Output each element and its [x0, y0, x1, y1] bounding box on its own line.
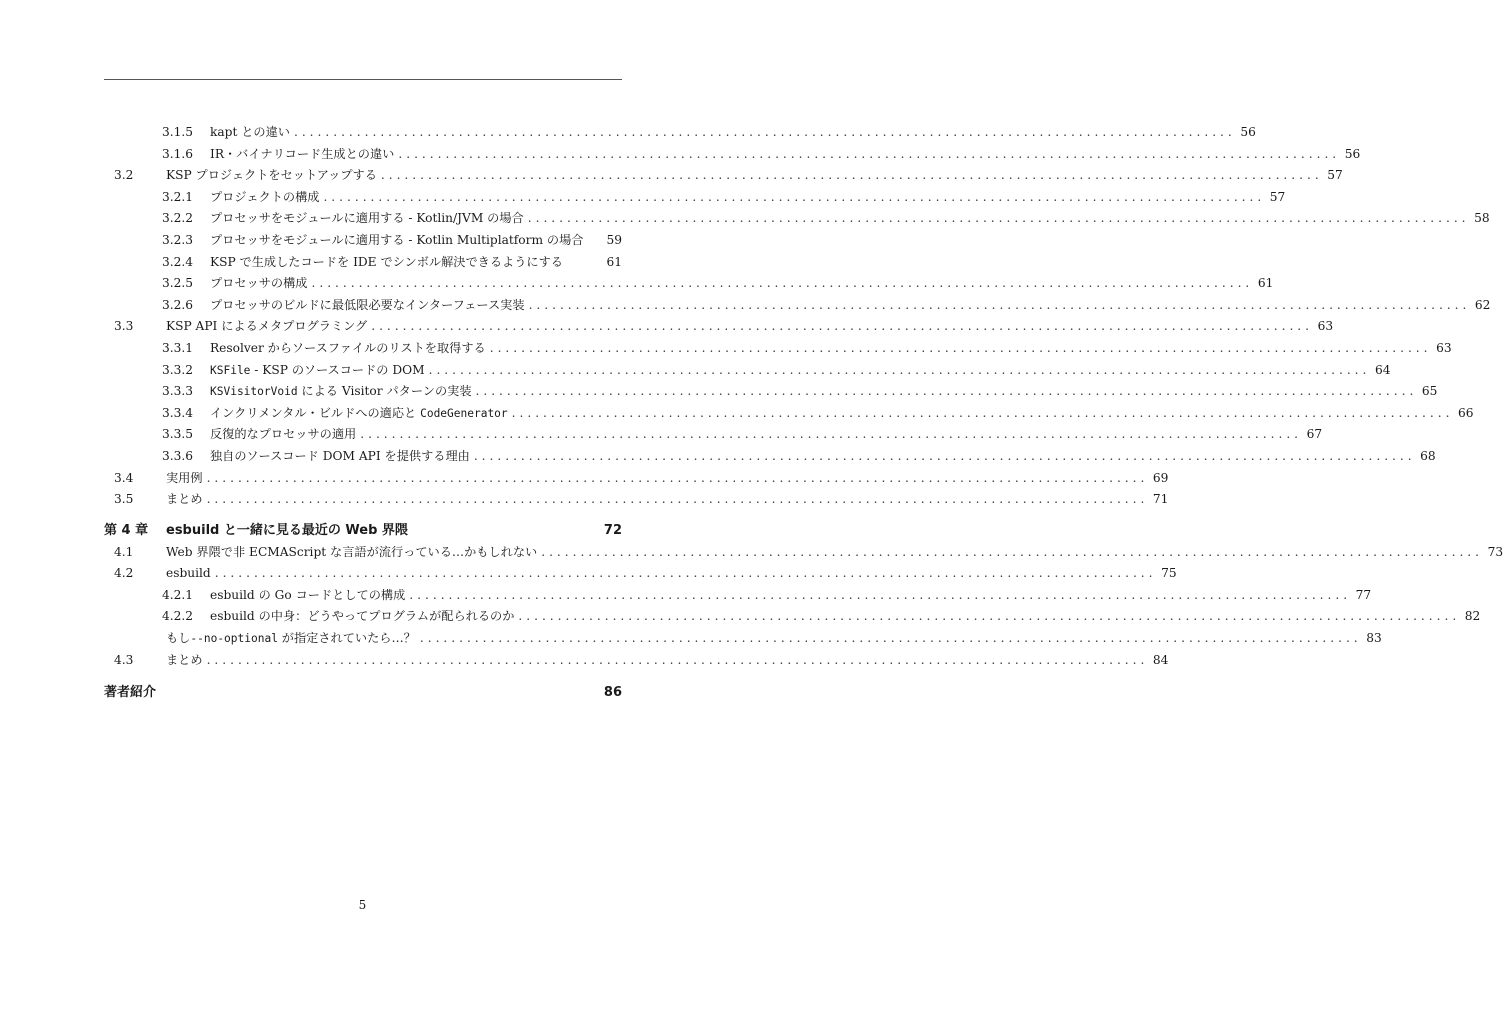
leader-dots: . . . . . . . . . . . . . . . . . . . . . . . . . . . . . . . . . . . . . . . . . . . . . . . . . . . . . . . . . . . . . . . . . . . . . . . . . . . . . . . . . . . . . . . . . . . . . . . . . . . . . . . . . . . . . . . . . . . . . . . .: [419, 631, 1358, 646]
toc-entry-title: [166, 542, 541, 564]
toc-entry-title: [166, 468, 207, 490]
toc-entry-line: [210, 252, 622, 274]
leader-dots: . . . . . . . . . . . . . . . . . . . . . . . . . . . . . . . . . . . . . . . . . . . . . . . . . . . . . . . . . . . . . . . . . . . . . . . . . . . . . . . . . . . . . . . . . . . . . . . . . . . . . . . . . . . . . . . . . . . . . . . .: [323, 189, 1262, 204]
toc-entry-line: [166, 542, 1503, 564]
toc-entry-title: [166, 628, 420, 650]
toc-entry-title-text: 独自のソースコード DOM API を提供する理由: [210, 448, 470, 463]
leader-dots: . . . . . . . . . . . . . . . . . . . . . . . . . . . . . . . . . . . . . . . . . . . . . . . . . . . . . . . . . . . . . . . . . . . . . . . . . . . . . . . . . . . . . . . . . . . . . . . . . . . . . . . . . . . . . . . . . . . . . . . .: [206, 652, 1145, 667]
toc-entry[interactable]: [104, 489, 1169, 511]
toc-entry-title-text: プロセッサのビルドに最低限必要なインターフェース実装: [210, 297, 525, 312]
toc-entry-page: 59: [606, 232, 622, 247]
toc-entry-page: 64: [1374, 362, 1391, 377]
leader-dots: . . . . . . . . . . . . . . . . . . . . . . . . . . . . . . . . . . . . . . . . . . . . . . . . . . . . . . . . . . . . . . . . . . . . . . . . . . . . . . . . . . . . . . . . . . . . . . . . . . . . . . . . . . . . . . . . . . . . . . . .: [206, 470, 1145, 485]
toc-entry-page: 66: [1458, 405, 1474, 420]
toc-entry-title-text: インクリメンタル・ビルドへの適応と: [210, 405, 421, 420]
toc-entry[interactable]: [104, 424, 1323, 446]
toc-group-chapter3: [104, 122, 1491, 511]
chapter-page: 72: [603, 522, 622, 538]
toc-entry-title: [210, 403, 512, 425]
toc-entry-title-text: esbuild の中身：どうやってプログラムが配られるのか: [210, 609, 515, 624]
toc-entry[interactable]: [104, 650, 1169, 672]
toc-entry-title-text: esbuild: [166, 566, 211, 581]
toc-entry-number: 3.3.4: [162, 405, 194, 420]
toc-entry-line: [166, 563, 1177, 585]
toc-entry-title: [210, 295, 529, 317]
leader-dots: . . . . . . . . . . . . . . . . . . . . . . . . . . . . . . . . . . . . . . . . . . . . . . . . . . . . . . . . . . . . . . . . . . . . . . . . . . . . . . . . . . . . . . . . . . . . . . . . . . . . . . . . . . . . . . . . . . . . . . . .: [518, 609, 1457, 624]
authors-page: 86: [603, 685, 622, 701]
authors-title: 著者紹介: [104, 685, 157, 701]
toc-entry-title-text: プロセッサをモジュールに適用する - Kotlin Multiplatform の場合: [210, 232, 584, 247]
toc-entry-number: 3.3.5: [162, 427, 194, 442]
toc-entry-title-text: プロセッサの構成: [210, 276, 308, 291]
toc-authors[interactable]: [104, 682, 622, 704]
toc-entry-title: [166, 316, 371, 338]
toc-entry-line: [210, 585, 1372, 607]
toc-entry-page: 67: [1306, 427, 1323, 442]
toc-entry-title-text: Web 界隈で非 ECMAScript な言語が流行っている…かもしれない: [166, 544, 538, 559]
toc-entry[interactable]: [104, 606, 1481, 628]
toc-entry-title: [210, 252, 567, 274]
leader-dots: . . . . . . . . . . . . . . . . . . . . . . . . . . . . . . . . . . . . . . . . . . . . . . . . . . . . . . . . . . . . . . . . . . . . . . . . . . . . . . . . . . . . . . . . . . . . . . . . . . . . . . . . . . . . . . . . . . . . . . . .: [398, 146, 1337, 161]
toc-entry[interactable]: [104, 187, 1286, 209]
toc-entry[interactable]: [104, 273, 1274, 295]
toc-entry-number: 3.3.6: [162, 448, 194, 463]
toc-entry-title-text: による Visitor パターンの実装: [297, 384, 472, 399]
toc-entry-number: 3.5: [114, 492, 134, 507]
toc-entry-page: 68: [1420, 448, 1436, 463]
leader-dots: . . . . . . . . . . . . . . . . . . . . . . . . . . . . . . . . . . . . . . . . . . . . . . . . . . . . . . . . . . . . . . . . . . . . . . . . . . . . . . . . . . . . . . . . . . . . . . . . . . . . . . . . . . . . . . . . . . . . . . . .: [360, 427, 1299, 442]
toc-entry-line: [166, 468, 1169, 490]
leader-dots: . . . . . . . . . . . . . . . . . . . . . . . . . . . . . . . . . . . . . . . . . . . . . . . . . . . . . . . . . . . . . . . . . . . . . . . . . . . . . . . . . . . . . . . . . . . . . . . . . . . . . . . . . . . . . . . . . . . . . . . .: [428, 362, 1367, 377]
toc-entry-line: [166, 489, 1169, 511]
toc-entry-line: [210, 295, 1491, 317]
toc-entry-number: 4.2.2: [162, 609, 194, 624]
toc-entry-title-text: KSP で生成したコードを IDE でシンボル解決できるようにする: [210, 254, 563, 269]
toc-entry-line: [166, 165, 1343, 187]
toc-entry-number: 3.3.1: [162, 340, 194, 355]
chapter-number: 第 4 章: [104, 522, 149, 538]
leader-dots: . . . . . . . . . . . . . . . . . . . . . . . . . . . . . . . . . . . . . . . . . . . . . . . . . . . . . . . . . . . . . . . . . . . . . . . . . . . . . . . . . . . . . . . . . . . . . . . . . . . . . . . . . . . . . . . . . . . . . . . .: [475, 384, 1414, 399]
toc-entry-line: [210, 187, 1286, 209]
toc-entry-line: [166, 628, 1382, 650]
leader-dots: . . . . . . . . . . . . . . . . . . . . . . . . . . . . . . . . . . . . . . . . . . . . . . . . . . . . . . . . . . . . . . . . . . . . . . . . . . . . . . . . . . . . . . . . . . . . . . . . . . . . . . . . . . . . . . . . . . . . . . . .: [528, 297, 1467, 312]
toc-entry-title: [166, 563, 215, 585]
toc-entry-title-text: もし: [166, 631, 191, 646]
toc-entry-number: 3.2.2: [162, 211, 194, 226]
toc-entry-number: 4.2.1: [162, 587, 194, 602]
toc-entry-title: [210, 208, 528, 230]
toc-entry-number: 3.2.6: [162, 297, 194, 312]
toc-entry-title: [210, 122, 294, 144]
toc-entry-line: [210, 144, 1361, 166]
toc-entry-title: [166, 165, 381, 187]
toc-entry[interactable]: [104, 144, 1361, 166]
toc-entry-title: [210, 381, 476, 403]
leader-dots: . . . . . . . . . . . . . . . . . . . . . . . . . . . . . . . . . . . . . . . . . . . . . . . . . . . . . . . . . . . . . . . . . . . . . . . . . . . . . . . . . . . . . . . . . . . . . . . . . . . . . . . . . . . . . . . . . . . . . . . .: [527, 211, 1466, 226]
toc-entry-line: [210, 381, 1438, 403]
toc-entry-title-text: - KSP のソースコードの DOM: [250, 362, 425, 377]
toc-entry-number: 4.3: [114, 652, 134, 667]
toc-group-chapter4: [104, 542, 1503, 672]
toc-entry-title-text: esbuild の Go コードとしての構成: [210, 587, 406, 602]
toc-entry-line: [210, 360, 1391, 382]
toc-entry-number: 3.2.1: [162, 189, 194, 204]
toc-entry-page: 56: [1240, 125, 1256, 139]
toc-entry-page: 62: [1474, 297, 1491, 312]
toc-entry[interactable]: [104, 542, 1503, 564]
toc-entry-line: [210, 403, 1474, 425]
toc-entry-title-text: kapt との違い: [210, 125, 290, 139]
toc-entry-title-text: Resolver からソースファイルのリストを取得する: [210, 340, 486, 355]
toc-entry-title-text: 反復的なプロセッサの適用: [210, 427, 357, 442]
toc-entry-title: [210, 273, 312, 295]
toc-entry[interactable]: [104, 381, 1438, 403]
toc-entry-title: [210, 338, 490, 360]
toc-entry-line: [166, 650, 1169, 672]
leader-dots: . . . . . . . . . . . . . . . . . . . . . . . . . . . . . . . . . . . . . . . . . . . . . . . . . . . . . . . . . . . . . . . . . . . . . . . . . . . . . . . . . . . . . . . . . . . . . . . . . . . . . . . . . . . . . . . . . . . . . . . .: [511, 405, 1450, 420]
page-number: 5: [358, 898, 367, 912]
toc-entry-line: [210, 208, 1490, 230]
toc-entry[interactable]: [104, 468, 1169, 490]
toc-entry[interactable]: [104, 360, 1391, 382]
toc-entry-line: [166, 316, 1334, 338]
code-identifier: CodeGenerator: [420, 406, 508, 420]
leader-dots: . . . . . . . . . . . . . . . . . . . . . . . . . . . . . . . . . . . . . . . . . . . . . . . . . . . . . . . . . . . . . . . . . . . . . . . . . . . . . . . . . . . . . . . . . . . . . . . . . . . . . . . . . . . . . . . . . . . . . . . .: [371, 319, 1310, 334]
leader-dots: . . . . . . . . . . . . . . . . . . . . . . . . . . . . . . . . . . . . . . . . . . . . . . . . . . . . . . . . . . . . . . . . . . . . . . . . . . . . . . . . . . . . . . . . . . . . . . . . . . . . . . . . . . . . . . . . . . . . . . . .: [489, 340, 1428, 355]
header-rule: [104, 79, 622, 80]
toc-entry-page: 84: [1152, 652, 1169, 667]
toc-entry-page: 56: [1344, 146, 1361, 161]
toc-entry-title: [210, 606, 518, 628]
toc-entry-page: 77: [1355, 587, 1372, 602]
leader-dots: . . . . . . . . . . . . . . . . . . . . . . . . . . . . . . . . . . . . . . . . . . . . . . . . . . . . . . . . . . . . . . . . . . . . . . . . . . . . . . . . . . . . . . . . . . . . . . . . . . . . . . . . . . . . . . . . . . . . . . . .: [473, 448, 1412, 463]
toc-entry-page: 58: [1474, 211, 1490, 226]
toc-entry-title: [210, 360, 429, 382]
toc-entry-page: 73: [1487, 544, 1503, 559]
toc-entry-title: [210, 187, 323, 209]
toc-entry-title-text: KSP API によるメタプログラミング: [166, 319, 368, 334]
toc-entry-number: 3.2.4: [162, 254, 194, 269]
toc-entry-page: 71: [1152, 492, 1169, 507]
toc-entry-page: 83: [1366, 631, 1382, 646]
toc-entry-number: 3.2: [114, 168, 134, 183]
toc-entry[interactable]: [104, 585, 1372, 607]
toc-entry-number: 3.1.6: [162, 146, 194, 161]
toc-entry-page: 82: [1464, 609, 1481, 624]
toc-entry-title-text: KSP プロジェクトをセットアップする: [166, 168, 377, 183]
toc-entry-title: [210, 446, 474, 468]
toc-entry-title: [210, 585, 409, 607]
toc-entry-page: 69: [1152, 470, 1169, 485]
toc-entry-title: [210, 424, 360, 446]
toc-entry-page: 63: [1436, 340, 1452, 355]
toc-chapter-4[interactable]: [104, 520, 622, 542]
toc-entry-title-suffix: が指定されていたら…？: [277, 631, 416, 646]
toc-entry[interactable]: [104, 403, 1474, 425]
toc-entry[interactable]: [104, 165, 1343, 187]
toc-entry-number: 4.2: [114, 566, 134, 581]
toc-entry-number: 3.3.2: [162, 362, 194, 377]
toc-entry-title: [166, 489, 207, 511]
toc-entry-number: 3.2.3: [162, 232, 194, 247]
leader-dots: . . . . . . . . . . . . . . . . . . . . . . . . . . . . . . . . . . . . . . . . . . . . . . . . . . . . . . . . . . . . . . . . . . . . . . . . . . . . . . . . . . . . . . . . . . . . . . . . . . . . . . . . . . . . . . . . . . . . . . . .: [409, 587, 1348, 602]
code-identifier: KSVisitorVoid: [210, 385, 298, 399]
leader-dots: . . . . . . . . . . . . . . . . . . . . . . . . . . . . . . . . . . . . . . . . . . . . . . . . . . . . . . . . . . . . . . . . . . . . . . . . . . . . . . . . . . . . . . . . . . . . . . . . . . . . . . . . . . . . . . . . . . . . . . . .: [206, 492, 1145, 507]
toc-entry-number: 3.4: [114, 470, 134, 485]
toc-entry-page: 65: [1421, 384, 1438, 399]
toc-entry-line: [210, 273, 1274, 295]
toc-entry[interactable]: [104, 563, 1177, 585]
toc-entry-title: [166, 650, 207, 672]
toc-entry-title-text: 実用例: [166, 470, 203, 485]
toc-entry[interactable]: [104, 122, 1256, 144]
toc-entry-line: [210, 446, 1436, 468]
toc-entry[interactable]: [104, 338, 1452, 360]
chapter-title: esbuild と一緒に見る最近の Web 界隈: [166, 522, 408, 538]
toc-entry-page: 61: [1257, 276, 1274, 291]
toc-entry[interactable]: [104, 446, 1436, 468]
toc-entry-line: [210, 122, 1256, 144]
leader-dots: . . . . . . . . . . . . . . . . . . . . . . . . . . . . . . . . . . . . . . . . . . . . . . . . . . . . . . . . . . . . . . . . . . . . . . . . . . . . . . . . . . . . . . . . . . . . . . . . . . . . . . . . . . . . . . . . . . . . . . . .: [541, 544, 1480, 559]
toc-entry[interactable]: [104, 295, 1491, 317]
table-of-contents: [104, 122, 1503, 704]
toc-entry-page: 75: [1161, 566, 1177, 581]
toc-entry-title-text: プロジェクトの構成: [210, 189, 320, 204]
toc-entry-title-text: まとめ: [166, 652, 203, 667]
toc-entry-number: 4.1: [114, 544, 134, 559]
toc-entry[interactable]: [104, 252, 622, 274]
toc-entry-line: [210, 338, 1452, 360]
toc-entry-title-text: プロセッサをモジュールに適用する - Kotlin/JVM の場合: [210, 211, 524, 226]
toc-entry-line: [210, 424, 1323, 446]
toc-entry-number: 3.3.3: [162, 384, 194, 399]
toc-entry[interactable]: [104, 316, 1334, 338]
toc-entry[interactable]: [104, 230, 622, 252]
toc-entry-title-text: まとめ: [166, 492, 203, 507]
toc-entry-title: [210, 230, 587, 252]
toc-entry-number: 3.2.5: [162, 276, 194, 291]
toc-entry-page: 63: [1317, 319, 1334, 334]
toc-entry[interactable]: [104, 628, 1382, 650]
toc-entry-line: [210, 606, 1481, 628]
toc-entry-number: 3.3: [114, 319, 134, 334]
leader-dots: . . . . . . . . . . . . . . . . . . . . . . . . . . . . . . . . . . . . . . . . . . . . . . . . . . . . . . . . . . . . . . . . . . . . . . . . . . . . . . . . . . . . . . . . . . . . . . . . . . . . . . . . . . . . . . . . . . . . . . . .: [293, 125, 1232, 139]
leader-dots: . . . . . . . . . . . . . . . . . . . . . . . . . . . . . . . . . . . . . . . . . . . . . . . . . . . . . . . . . . . . . . . . . . . . . . . . . . . . . . . . . . . . . . . . . . . . . . . . . . . . . . . . . . . . . . . . . . . . . . . .: [214, 566, 1153, 581]
toc-entry[interactable]: [104, 208, 1490, 230]
toc-entry-page: 61: [606, 254, 622, 269]
code-identifier: KSFile: [210, 363, 251, 377]
toc-entry-title-text: IR・バイナリコード生成との違い: [210, 146, 395, 161]
toc-entry-page: 57: [1269, 189, 1286, 204]
toc-entry-number: 3.1.5: [162, 125, 194, 139]
toc-entry-line: [210, 230, 622, 252]
leader-dots: . . . . . . . . . . . . . . . . . . . . . . . . . . . . . . . . . . . . . . . . . . . . . . . . . . . . . . . . . . . . . . . . . . . . . . . . . . . . . . . . . . . . . . . . . . . . . . . . . . . . . . . . . . . . . . . . . . . . . . . .: [380, 168, 1319, 183]
toc-entry-page: 57: [1327, 168, 1343, 183]
code-identifier: --no-optional: [190, 632, 278, 646]
toc-entry-title: [210, 144, 398, 166]
leader-dots: . . . . . . . . . . . . . . . . . . . . . . . . . . . . . . . . . . . . . . . . . . . . . . . . . . . . . . . . . . . . . . . . . . . . . . . . . . . . . . . . . . . . . . . . . . . . . . . . . . . . . . . . . . . . . . . . . . . . . . . .: [311, 276, 1250, 291]
